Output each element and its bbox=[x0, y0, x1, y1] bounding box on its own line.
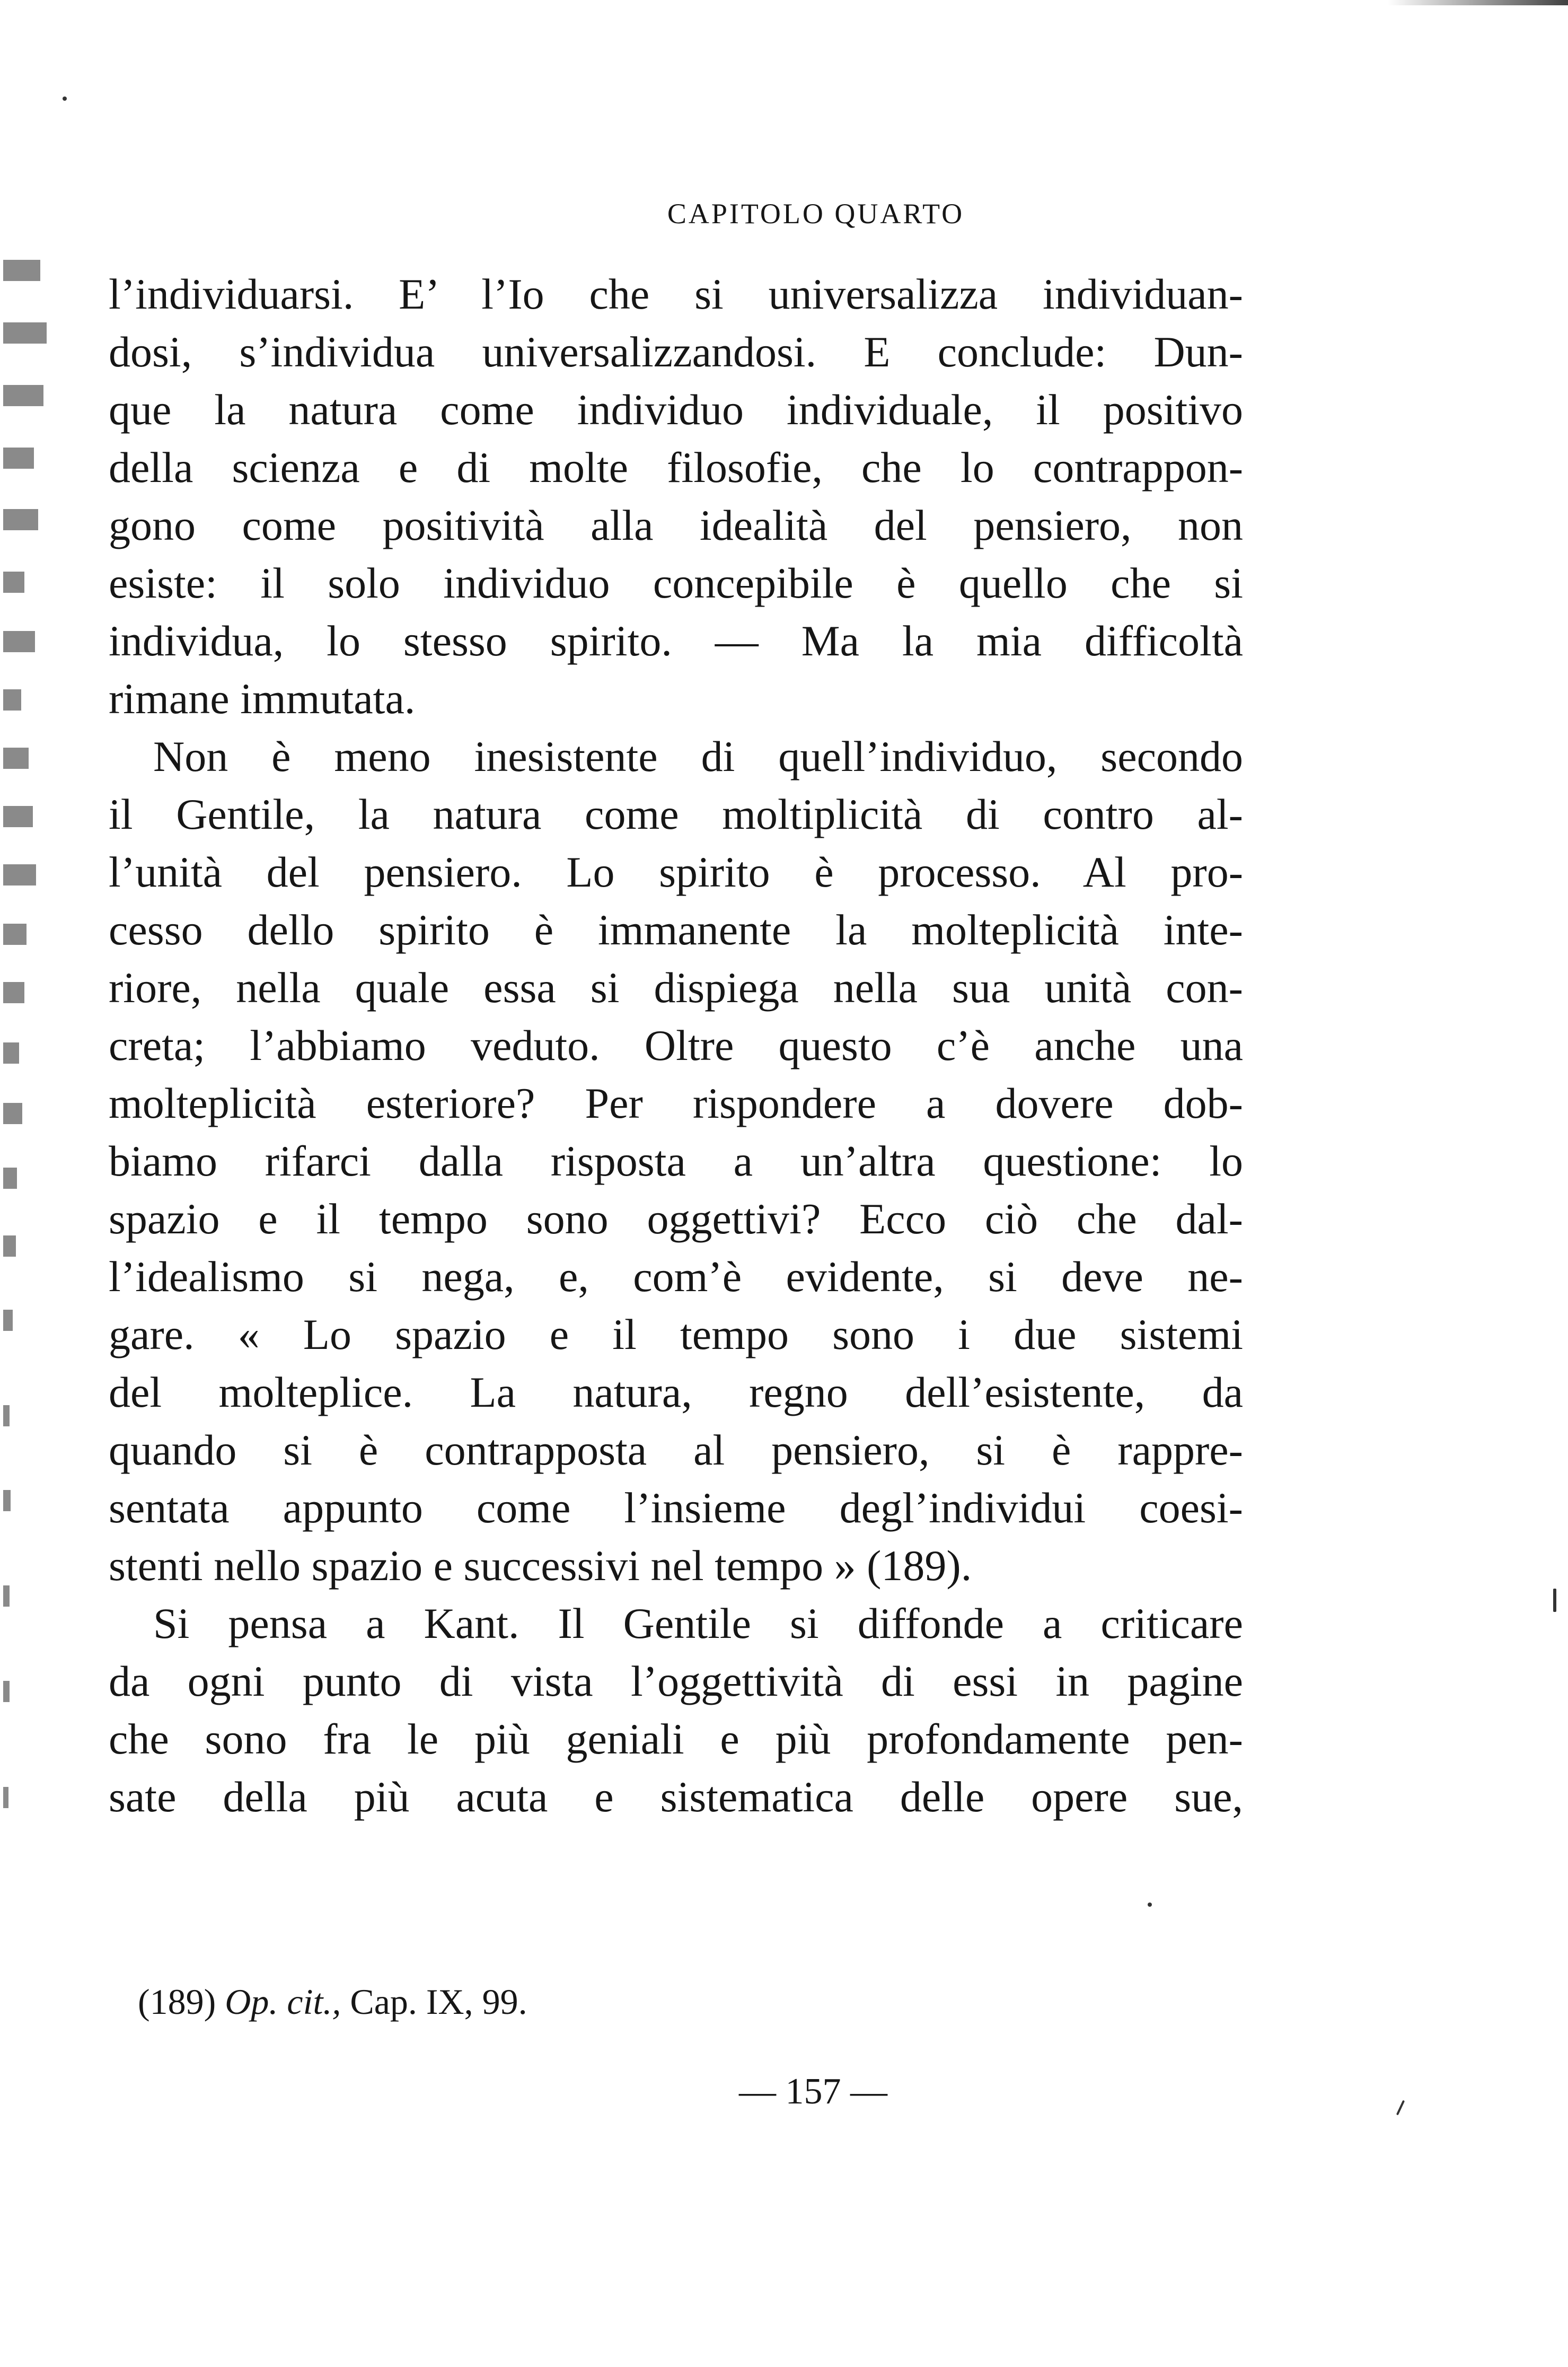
body-text bbox=[109, 265, 1243, 1826]
text-line: che sono fra le più geniali e più profondamente pen- bbox=[109, 1715, 1243, 1763]
text-line: l’idealismo si nega, e, com’è evidente, si deve ne- bbox=[109, 1252, 1243, 1301]
text-line: creta; l’abbiamo veduto. Oltre questo c’è anche una bbox=[109, 1021, 1243, 1069]
text-line: stenti nello spazio e successivi nel tempo » (189). bbox=[109, 1541, 972, 1590]
text-line: spazio e il tempo sono oggettivi? Ecco ciò che dal- bbox=[109, 1195, 1243, 1243]
running-header: CAPITOLO QUARTO bbox=[667, 198, 965, 230]
text-line: l’individuarsi. E’ l’Io che si universalizza individuan- bbox=[109, 270, 1243, 318]
text-line: cesso dello spirito è immanente la molteplicità inte- bbox=[109, 906, 1243, 954]
text-line: il Gentile, la natura come moltiplicità di contro al- bbox=[109, 790, 1243, 838]
text-line: del molteplice. La natura, regno dell’esistente, da bbox=[109, 1368, 1243, 1416]
page-number: — 157 — bbox=[739, 2071, 887, 2112]
text-line: dosi, s’individua universalizzandosi. E conclude: Dun- bbox=[109, 328, 1243, 376]
paragraph-start-line: Si pensa a Kant. Il Gentile si diffonde a criticare bbox=[153, 1599, 1243, 1647]
text-line: rimane immutata. bbox=[109, 674, 416, 723]
text-line: quando si è contrapposta al pensiero, si è rappre- bbox=[109, 1426, 1243, 1474]
text-line: da ogni punto di vista l’oggettività di essi in pagine bbox=[109, 1657, 1243, 1705]
ink-speck bbox=[63, 97, 67, 101]
text-line: que la natura come individuo individuale, il positivo bbox=[109, 385, 1243, 434]
text-line: riore, nella quale essa si dispiega nella sua unità con- bbox=[109, 963, 1243, 1012]
footnote bbox=[138, 1981, 527, 2023]
scan-edge-mark bbox=[1388, 0, 1568, 5]
text-line: biamo rifarci dalla risposta a un’altra questione: lo bbox=[109, 1137, 1243, 1185]
text-line: sentata appunto come l’insieme degl’individui coesi- bbox=[109, 1484, 1243, 1532]
text-line: gono come positività alla idealità del pensiero, non bbox=[109, 501, 1243, 549]
facing-page-bleed bbox=[0, 260, 64, 1877]
ink-speck bbox=[1553, 1589, 1556, 1612]
text-line: della scienza e di molte filosofie, che lo contrappon- bbox=[109, 443, 1243, 492]
text-line: esiste: il solo individuo concepibile è quello che si bbox=[109, 559, 1243, 607]
text-line: l’unità del pensiero. Lo spirito è processo. Al pro- bbox=[109, 848, 1243, 896]
text-line: gare. « Lo spazio e il tempo sono i due sistemi bbox=[109, 1310, 1243, 1358]
footnote-source-italic: Op. cit., bbox=[225, 1982, 341, 2022]
text-line: individua, lo stesso spirito. — Ma la mia difficoltà bbox=[109, 617, 1243, 665]
text-line: sate della più acuta e sistematica delle opere sue, bbox=[109, 1773, 1243, 1821]
text-line: molteplicità esteriore? Per rispondere a dovere dob- bbox=[109, 1079, 1243, 1127]
ink-speck bbox=[1148, 1903, 1152, 1907]
footnote-number: (189) bbox=[138, 1982, 216, 2022]
paragraph-start-line: Non è meno inesistente di quell’individuo, secondo bbox=[153, 732, 1243, 781]
footnote-source-location: Cap. IX, 99. bbox=[350, 1982, 527, 2022]
